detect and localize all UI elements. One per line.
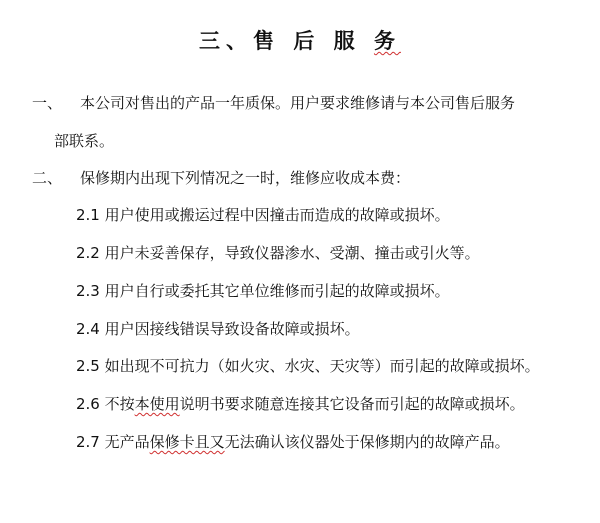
item7-after: 无法确认该仪器处于保修期内的故障产品。 [224, 433, 510, 451]
list-item-2-7 [76, 431, 510, 453]
section1-line2: 部联系。 [54, 132, 115, 150]
section2-intro: 保修期内出现下列情况之一时，维修应收成本费： [80, 169, 411, 187]
list-item-2-5: 2.5 如出现不可抗力（如火灾、水灾、天灾等）而引起的故障或损坏。 [76, 357, 540, 375]
page-title [0, 26, 600, 56]
list-item-2-3: 2.3 用户自行或委托其它单位维修而引起的故障或损坏。 [76, 282, 450, 300]
section2-number: 二、 [32, 169, 63, 187]
section1-line1: 本公司对售出的产品一年质保。用户要求维修请与本公司售后服务 [80, 94, 516, 112]
section1-number: 一、 [32, 94, 63, 112]
item6-squiggle: 本使用 [134, 395, 180, 413]
item6-before: 2.6 不按 [76, 395, 135, 413]
title-main: 三、售 后 服 [199, 29, 374, 53]
list-item-2-6 [76, 393, 525, 415]
list-item-2-4: 2.4 用户因接线错误导致设备故障或损坏。 [76, 320, 360, 338]
title-last-char: 务 [373, 29, 401, 53]
list-item-2-1: 2.1 用户使用或搬运过程中因撞击而造成的故障或损坏。 [76, 206, 450, 224]
item7-before: 2.7 无产品 [76, 433, 150, 451]
item6-after: 说明书要求随意连接其它设备而引起的故障或损坏。 [179, 395, 525, 413]
item7-squiggle: 保修卡且又 [149, 433, 225, 451]
list-item-2-2: 2.2 用户未妥善保存，导致仪器渗水、受潮、撞击或引火等。 [76, 244, 480, 262]
